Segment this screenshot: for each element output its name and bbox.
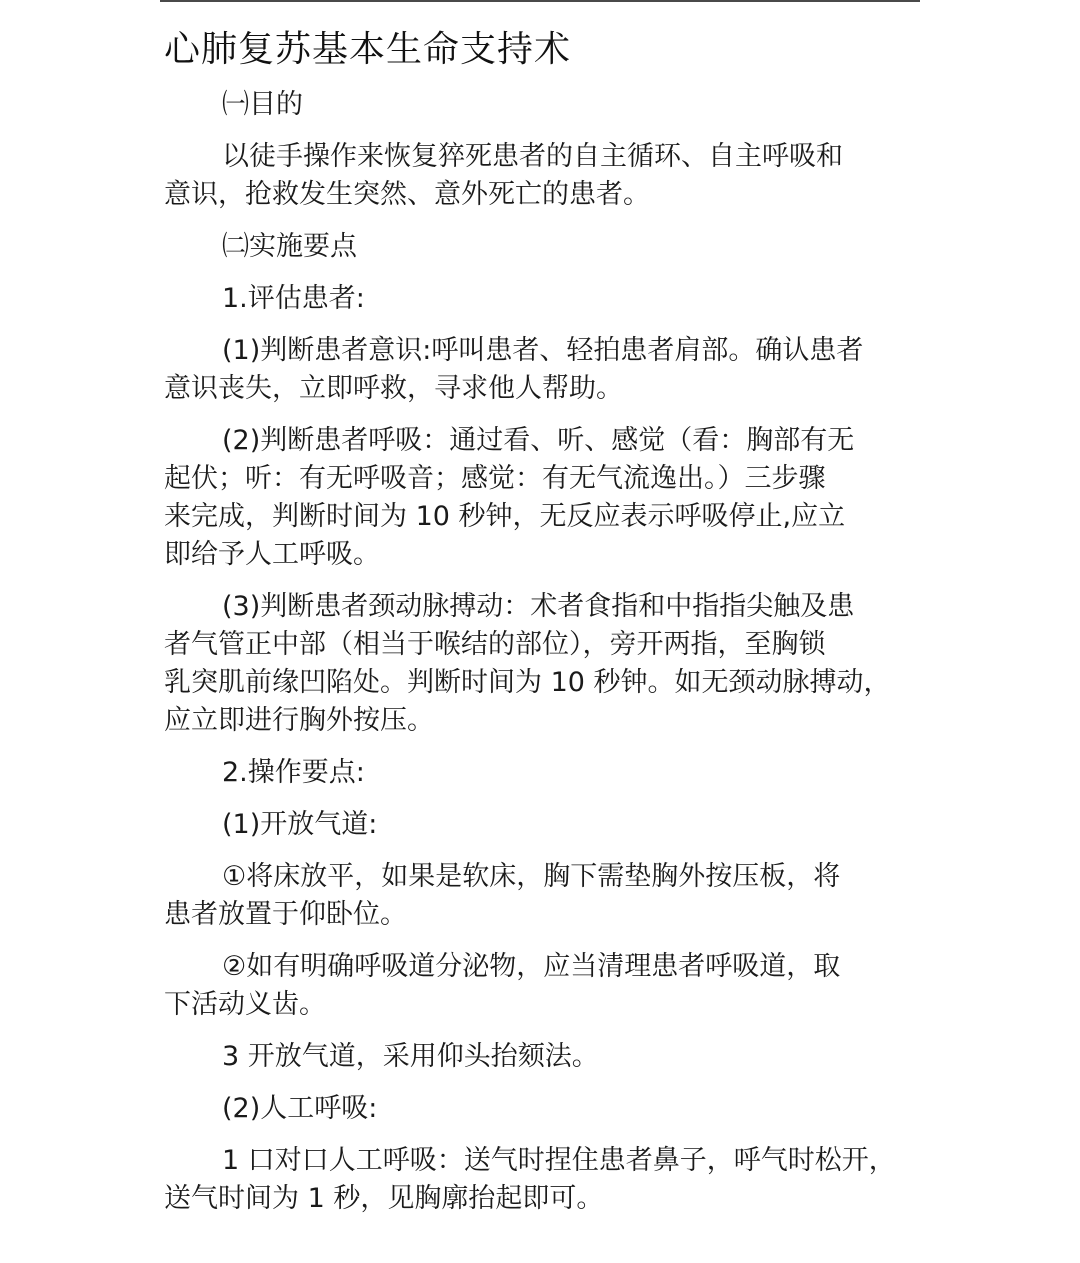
paragraph-pulse (164, 588, 934, 740)
text-line: 1 口对口人工呼吸：送气时捏住患者鼻子，呼气时松开， (222, 1145, 896, 1176)
paragraph-breathing (164, 422, 934, 574)
text-line: 起伏；听：有无呼吸音；感觉：有无气流逸出。）三步骤 (164, 463, 826, 494)
paragraph-clear-airway (164, 948, 934, 1024)
text-line: ①将床放平，如果是软床，胸下需垫胸外按压板，将 (222, 861, 841, 892)
paragraph-purpose-body (164, 138, 934, 214)
paragraph-consciousness (164, 332, 934, 408)
paragraph-mouth-to-mouth (164, 1142, 934, 1218)
text-line: 下活动义齿。 (164, 989, 326, 1020)
document-page (164, 28, 934, 1232)
paragraph-operation-heading (164, 754, 934, 792)
text-line: 意识，抢救发生突然、意外死亡的患者。 (164, 179, 650, 210)
paragraph-assess-heading (164, 280, 934, 318)
text-line: (1)开放气道: (222, 809, 378, 840)
text-line: 者气管正中部（相当于喉结的部位），旁开两指，至胸锁 (164, 629, 826, 660)
text-line: 1.评估患者: (222, 283, 365, 314)
text-line: ②如有明确呼吸道分泌物，应当清理患者呼吸道，取 (222, 951, 841, 982)
top-divider (160, 0, 920, 2)
text-line: 3 开放气道，采用仰头抬颏法。 (222, 1041, 599, 1072)
text-line: 即给予人工呼吸。 (164, 539, 380, 570)
paragraph-bed-flat (164, 858, 934, 934)
text-line: 应立即进行胸外按压。 (164, 705, 434, 736)
text-line: ㈡实施要点 (222, 231, 357, 262)
text-line: 乳突肌前缘凹陷处。判断时间为 10 秒钟。如无颈动脉搏动， (164, 667, 891, 698)
paragraph-key-points-heading (164, 228, 934, 266)
text-line: (2)判断患者呼吸：通过看、听、感觉（看：胸部有无 (222, 425, 855, 456)
paragraph-artificial-respiration-heading (164, 1090, 934, 1128)
text-line: 以徒手操作来恢复猝死患者的自主循环、自主呼吸和 (222, 141, 843, 172)
text-line: 意识丧失，立即呼救，寻求他人帮助。 (164, 373, 623, 404)
paragraph-head-tilt (164, 1038, 934, 1076)
paragraph-purpose-heading (164, 86, 934, 124)
text-line: (2)人工呼吸: (222, 1093, 378, 1124)
text-line: ㈠目的 (222, 89, 303, 120)
text-line: (3)判断患者颈动脉搏动：术者食指和中指指尖触及患 (222, 591, 855, 622)
text-line: 2.操作要点: (222, 757, 365, 788)
paragraph-open-airway-heading (164, 806, 934, 844)
document-title: 心肺复苏基本生命支持术 (164, 29, 572, 70)
text-line: (1)判断患者意识:呼叫患者、轻拍患者肩部。确认患者 (222, 335, 864, 366)
text-line: 来完成，判断时间为 10 秒钟，无反应表示呼吸停止,应立 (164, 501, 846, 532)
text-line: 送气时间为 1 秒，见胸廓抬起即可。 (164, 1183, 604, 1214)
text-line: 患者放置于仰卧位。 (164, 899, 407, 930)
